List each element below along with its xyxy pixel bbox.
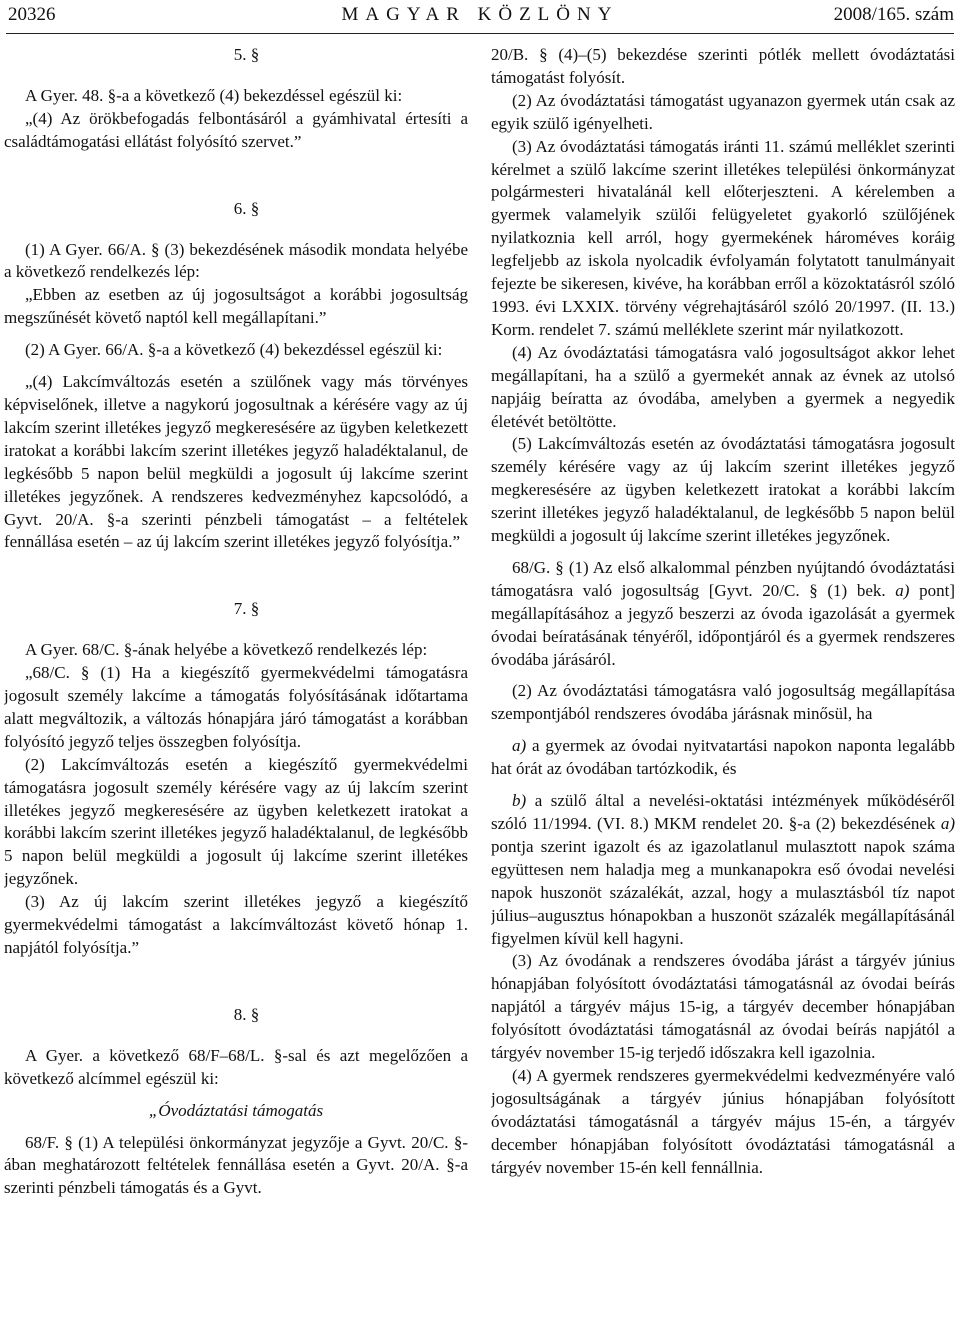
paragraph [491,735,955,781]
paragraph: (2) Lakcímváltozás esetén a kiegészítő gyermekvédelmi támogatásra jogosult személy kérésére vagy az új lakcím szerint illetékes jegyző megkeresésére az ügyben keletkezett iratokat a korábbi lakcím szerint illetékes jegyző haladéktalanul, de legkésőbb 5 napon belül megküldi a jogosult új lakcíme szerint illetékes jegyzőnek. [4,754,468,889]
paragraph: (3) Az óvodáztatási támogatás iránti 11. számú melléklet szerinti kérelmet a szülő lakcíme szerint illetékes települési önkormányzat polgármesteri hivatalánál kell előterjeszteni. A kérelemben a gyermek valamelyik szülői felügyeletet gyakorló szülőjének nyilatkoznia kell arról, hogy gyermekének hároméves koráig legfeljebb az iskola nyolcadik évfolyamán folytatott tanulmányait fejezte be sikeresen, kivéve, ha korábban erről a közoktatásról szóló 1993. évi LXXIX. törvény végrehajtásáról szóló 20/1997. (II. 13.) Korm. rendelet 7. számú melléklete szerint már nyilatkozott. [491,136,955,339]
text-run: pont] megállapításához a jegyző beszerzi az óvoda igazolását a gyermek óvodai beíratásának tényéről, időpontjáról és a gyermek rendszeres óvodába járásáról. [491,580,955,669]
paragraph: (4) A gyermek rendszeres gyermekvédelmi kedvezményére való jogosultságának a tárgyév június hónapjában folyósított óvodáztatási támogatásnál a tárgyév május 15-én, a tárgyév december hónapjában folyósított óvodáztatási támogatásnál a tárgyév november 15-én kell fennállnia. [491,1065,955,1177]
italic-marker: a) [895,580,910,600]
paragraph: „Ebben az esetben az új jogosultságot a korábbi jogosultság megszűnését követő naptól kell megállapítani.” [4,285,468,328]
section-heading: 7. § [233,599,260,619]
paragraph: (3) Az óvodának a rendszeres óvodába járást a tárgyév június hónapjában folyósított óvodáztatási támogatásnál az óvodai beírás napjától a tárgyév május 15-ig, a tárgyév december hónapjában folyósított óvodáztatási támogatásnál az óvodai beírás napjától a tárgyév november 15-ig terjedő időszakra kell igazolnia. [491,951,955,1063]
paragraph: „68/C. § (1) Ha a kiegészítő gyermekvédelmi támogatásra jogosult személy lakcíme a támogatás folyósításának időtartama alatt megváltozik, a változás hónapjára járó támogatást a korábban folyósító jegyző teljes összegben folyósítja. [4,663,468,751]
paragraph: „(4) Lakcímváltozás esetén a szülőnek vagy más törvényes képviselőnek, illetve a nagykorú jogosultnak a kérésére vagy az új lakcím szerint illetékes jegyző megkeresésére az ügyben keletkezett iratokat a korábbi lakcím szerint illetékes jegyző haladéktalanul, de legkésőbb 5 napon belül megküldi a jogosult új lakcíme szerint illetékes jegyzőnek. A rendszeres kedvezményhez kapcsolódó, a Gyvt. 20/A. §-a szerinti pénzbeli támogatást – a feltételek fennállása esetén – az új lakcím szerint illetékes jegyző folyósítja.” [4,372,468,552]
section-heading: 6. § [233,198,260,218]
paragraph: 20/B. § (4)–(5) bekezdése szerinti pótlék mellett óvodáztatási támogatást folyósít. [491,45,955,87]
issue-number: 2008/165. szám [833,4,954,25]
header-rule [6,33,954,34]
paragraph: (1) A Gyer. 66/A. § (3) bekezdésének második mondata helyébe a következő rendelkezés lép: [4,239,468,282]
italic-marker: b) [512,791,527,811]
paragraph: A Gyer. 48. §-a a következő (4) bekezdéssel egészül ki: [25,85,403,105]
paragraph: (3) Az új lakcím szerint illetékes jegyző a kiegészítő gyermekvédelmi támogatást a lakcímváltozást követő hónap 1. napjától folyósítja.” [4,892,468,957]
paragraph: (4) Az óvodáztatási támogatásra való jogosultságot akkor lehet megállapítani, ha a szülő a gyermekét annak az évnek az utolsó napjáig beíratta az óvodába, amelyben a gyermek a negyedik életévét betöltötte. [491,342,955,431]
text-run: pontja szerint igazolt és az igazolatlanul mulasztott napok száma együttesen nem haladja meg a munkanapokra eső óvodai nevelési napok huszonöt százalékát, azzal, hogy a mulasztásból tíz napot július–augusztus hónapokban a huszonöt százalék megállapításánál figyelmen kívül kell hagyni. [491,836,955,948]
right-column [491,44,955,1340]
paragraph: (2) Az óvodáztatási támogatásra való jogosultság megállapítása szempontjából rendszeres óvodába járásnak minősül, ha [491,681,955,724]
paragraph: (2) A Gyer. 66/A. §-a a következő (4) bekezdéssel egészül ki: [25,340,443,360]
paragraph: A Gyer. a következő 68/F–68/L. §-sal és azt megelőzően a következő alcímmel egészül ki: [4,1045,468,1088]
paragraph: (5) Lakcímváltozás esetén az óvodáztatási támogatásra jogosult személy kérésére vagy az új lakcím szerint illetékes jegyző megkeresésére az ügyben keletkezett iratokat a korábbi lakcím szerint illetékes jegyző haladéktalanul, de legkésőbb 5 napon belül megküldi a jogosult új lakcíme szerint illetékes jegyzőnek. [491,434,955,546]
paragraph: „(4) Az örökbefogadás felbontásáról a gyámhivatal értesíti a családtámogatási ellátást folyósító szervet.” [4,108,468,151]
subtitle: „Óvodáztatási támogatás [148,1100,324,1120]
text-run: 68/G. § (1) Az első alkalommal pénzben nyújtandó óvodáztatási támogatásra való jogosultság [Gyvt. 20/C. § (1) bek. [491,557,955,600]
section-heading: 5. § [233,45,260,64]
section-heading: 8. § [233,1004,260,1024]
italic-marker: a) [940,814,955,833]
text-run: a gyermek az óvodai nyitvatartási napokon naponta legalább hat órát az óvodában tartózkodik, és [491,736,955,779]
page-header [0,0,960,30]
paragraph: (2) Az óvodáztatási támogatást ugyanazon gyermek után csak az egyik szülő igényelheti. [491,90,955,133]
paragraph [491,790,955,950]
paragraph: A Gyer. 68/C. §-ának helyébe a következő rendelkezés lép: [25,640,428,660]
page-number: 20326 [8,4,56,25]
italic-marker: a) [512,736,527,756]
text-run: a szülő által a nevelési-oktatási intézmények működéséről szóló 11/1994. (VI. 8.) MKM rendelet 20. §-a (2) bekezdésének [491,791,955,833]
left-column [4,44,468,1340]
paragraph [491,557,955,672]
paragraph: 68/F. § (1) A települési önkormányzat jegyzője a Gyvt. 20/C. §-ában meghatározott feltételek fennállása esetén a Gyvt. 20/A. §-a szerinti pénzbeli támogatás és a Gyvt. [4,1132,468,1198]
journal-title: MAGYAR KÖZLÖNY [341,4,619,25]
